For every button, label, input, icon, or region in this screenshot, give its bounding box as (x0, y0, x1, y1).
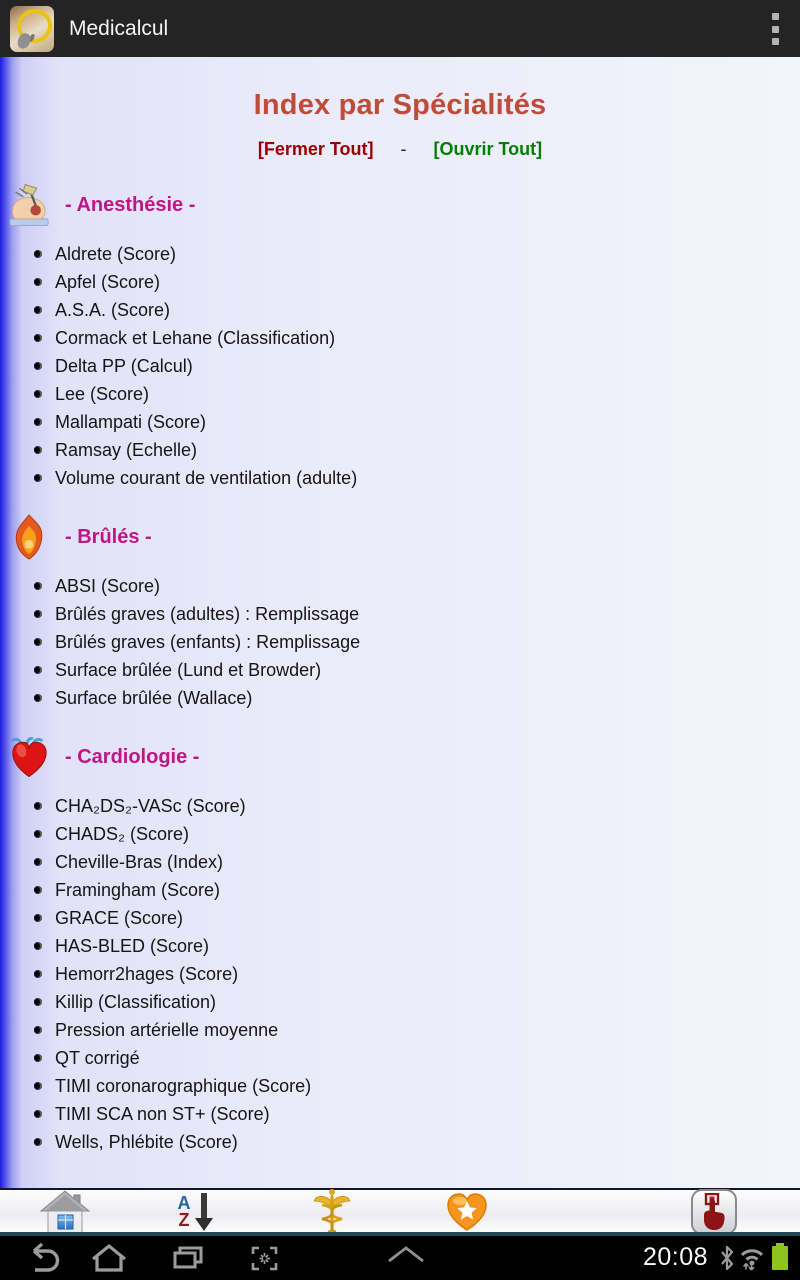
list-item-label: Aldrete (Score) (55, 243, 177, 264)
list-item[interactable] (34, 240, 800, 268)
section-label: - Brûlés - (65, 525, 152, 548)
list-item[interactable] (34, 932, 800, 960)
bullet-icon (34, 802, 42, 810)
list-item-label: CHADS₂ (Score) (55, 823, 190, 844)
list-item-label: Brûlés graves (adultes) : Remplissage (55, 603, 360, 624)
list-item[interactable] (34, 600, 800, 628)
list-item[interactable] (34, 296, 800, 324)
list-item[interactable] (34, 408, 800, 436)
bullet-icon (34, 886, 42, 894)
back-icon[interactable] (22, 1242, 62, 1274)
list-item[interactable] (34, 628, 800, 656)
bullet-icon (34, 1110, 42, 1118)
list-item[interactable] (34, 848, 800, 876)
list-item-label: Lee (Score) (55, 383, 150, 404)
list-item[interactable] (34, 988, 800, 1016)
list-item[interactable] (34, 380, 800, 408)
bullet-icon (34, 334, 42, 342)
system-navigation-bar (0, 1236, 800, 1280)
bullet-icon (34, 362, 42, 370)
favorites-button[interactable] (440, 1190, 494, 1234)
list-item[interactable] (34, 1072, 800, 1100)
bullet-icon (34, 694, 42, 702)
section-label: - Cardiologie - (65, 745, 200, 768)
recents-icon[interactable] (168, 1242, 208, 1274)
list-item-label: TIMI coronarographique (Score) (55, 1075, 312, 1096)
bullet-icon (34, 942, 42, 950)
section (0, 513, 800, 712)
bottom-toolbar (0, 1188, 800, 1236)
bullet-icon (34, 1138, 42, 1146)
bullet-icon (34, 1026, 42, 1034)
bullet-icon (34, 278, 42, 286)
heart-icon (8, 734, 50, 781)
list-item-label: Pression artérielle moyenne (55, 1019, 279, 1040)
list-item-label: HAS-BLED (Score) (55, 935, 210, 956)
list-item[interactable] (34, 324, 800, 352)
favorite-heart-icon (445, 1191, 489, 1233)
app-title: Medicalcul (69, 16, 169, 40)
section-items (0, 240, 800, 492)
sections (0, 181, 800, 1156)
az-letter-z: Z (178, 1210, 190, 1230)
anesthesia-icon (8, 182, 50, 229)
section (0, 181, 800, 492)
section-header[interactable] (0, 181, 800, 229)
page-title: Index par Spécialités (253, 89, 547, 121)
status-clock: 20:08 (642, 1243, 708, 1271)
list-item-label: Surface brûlée (Wallace) (55, 687, 253, 708)
list-item[interactable] (34, 1100, 800, 1128)
list-item-label: ABSI (Score) (55, 575, 161, 596)
list-item-label: Killip (Classification) (55, 991, 217, 1012)
list-item-label: Brûlés graves (enfants) : Remplissage (55, 631, 361, 652)
list-item[interactable] (34, 960, 800, 988)
bullet-icon (34, 998, 42, 1006)
hand-press-icon (699, 1193, 729, 1231)
burn-icon (8, 514, 50, 561)
press-button[interactable] (687, 1190, 741, 1234)
list-item[interactable] (34, 820, 800, 848)
list-item-label: QT corrigé (55, 1047, 140, 1068)
action-bar (0, 0, 800, 57)
list-item[interactable] (34, 436, 800, 464)
section (0, 733, 800, 1156)
wifi-icon (738, 1244, 766, 1272)
list-item[interactable] (34, 684, 800, 712)
az-letter-a: A (177, 1193, 191, 1213)
bullet-icon (34, 582, 42, 590)
links-separator: - (400, 139, 407, 159)
list-item-label: Apfel (Score) (55, 271, 161, 292)
home-nav-icon[interactable] (88, 1242, 130, 1274)
bullet-icon (34, 250, 42, 258)
app-icon[interactable] (10, 6, 54, 52)
list-item[interactable] (34, 1016, 800, 1044)
list-item-label: A.S.A. (Score) (55, 299, 171, 320)
list-item-label: Mallampati (Score) (55, 411, 207, 432)
bullet-icon (34, 1082, 42, 1090)
list-item[interactable] (34, 792, 800, 820)
list-item-label: CHA₂DS₂-VASc (Score) (55, 795, 246, 816)
list-item-label: Cormack et Lehane (Classification) (55, 327, 336, 348)
chevron-up-icon[interactable] (384, 1242, 428, 1268)
list-item[interactable] (34, 1128, 800, 1156)
overflow-menu-icon[interactable] (772, 13, 782, 45)
home-icon (39, 1189, 91, 1235)
links-row (0, 139, 800, 160)
list-item[interactable] (34, 572, 800, 600)
list-item[interactable] (34, 876, 800, 904)
bullet-icon (34, 610, 42, 618)
az-sort-icon (178, 1191, 215, 1233)
bullet-icon (34, 970, 42, 978)
section-items (0, 572, 800, 712)
bullet-icon (34, 390, 42, 398)
section-header[interactable] (0, 733, 800, 781)
section-items (0, 792, 800, 1156)
battery-icon (772, 1246, 788, 1270)
home-button[interactable] (38, 1190, 92, 1234)
down-arrow-icon (193, 1191, 215, 1233)
hand-button-frame (691, 1189, 737, 1235)
caduceus-icon (313, 1188, 351, 1236)
list-item-label: Hemorr2hages (Score) (55, 963, 239, 984)
list-item-label: Ramsay (Echelle) (55, 439, 198, 460)
bluetooth-icon (718, 1244, 736, 1272)
section-label: - Anesthésie - (65, 193, 196, 216)
bullet-icon (34, 858, 42, 866)
list-item[interactable] (34, 656, 800, 684)
list-item-label: Volume courant de ventilation (adulte) (55, 467, 358, 488)
close-all-link[interactable]: [Fermer Tout] (257, 139, 374, 159)
list-item-label: Framingham (Score) (55, 879, 221, 900)
bullet-icon (34, 306, 42, 314)
bullet-icon (34, 666, 42, 674)
list-item-label: Delta PP (Calcul) (55, 355, 193, 376)
list-item-label: TIMI SCA non ST+ (Score) (55, 1103, 270, 1124)
bullet-icon (34, 1054, 42, 1062)
list-item-label: GRACE (Score) (55, 907, 184, 928)
bullet-icon (34, 914, 42, 922)
bullet-icon (34, 638, 42, 646)
bullet-icon (34, 474, 42, 482)
open-all-link[interactable]: [Ouvrir Tout] (433, 139, 543, 159)
list-item[interactable] (34, 464, 800, 492)
section-header[interactable] (0, 513, 800, 561)
capture-icon[interactable] (244, 1242, 284, 1274)
sort-az-button[interactable] (169, 1190, 223, 1234)
list-item[interactable] (34, 352, 800, 380)
list-item[interactable] (34, 268, 800, 296)
content (0, 57, 800, 1188)
bullet-icon (34, 418, 42, 426)
bullet-icon (34, 446, 42, 454)
specialties-button[interactable] (305, 1190, 359, 1234)
list-item[interactable] (34, 1044, 800, 1072)
bullet-icon (34, 830, 42, 838)
list-item-label: Cheville-Bras (Index) (55, 851, 224, 872)
list-item[interactable] (34, 904, 800, 932)
list-item-label: Wells, Phlébite (Score) (55, 1131, 238, 1152)
list-item-label: Surface brûlée (Lund et Browder) (55, 659, 322, 680)
